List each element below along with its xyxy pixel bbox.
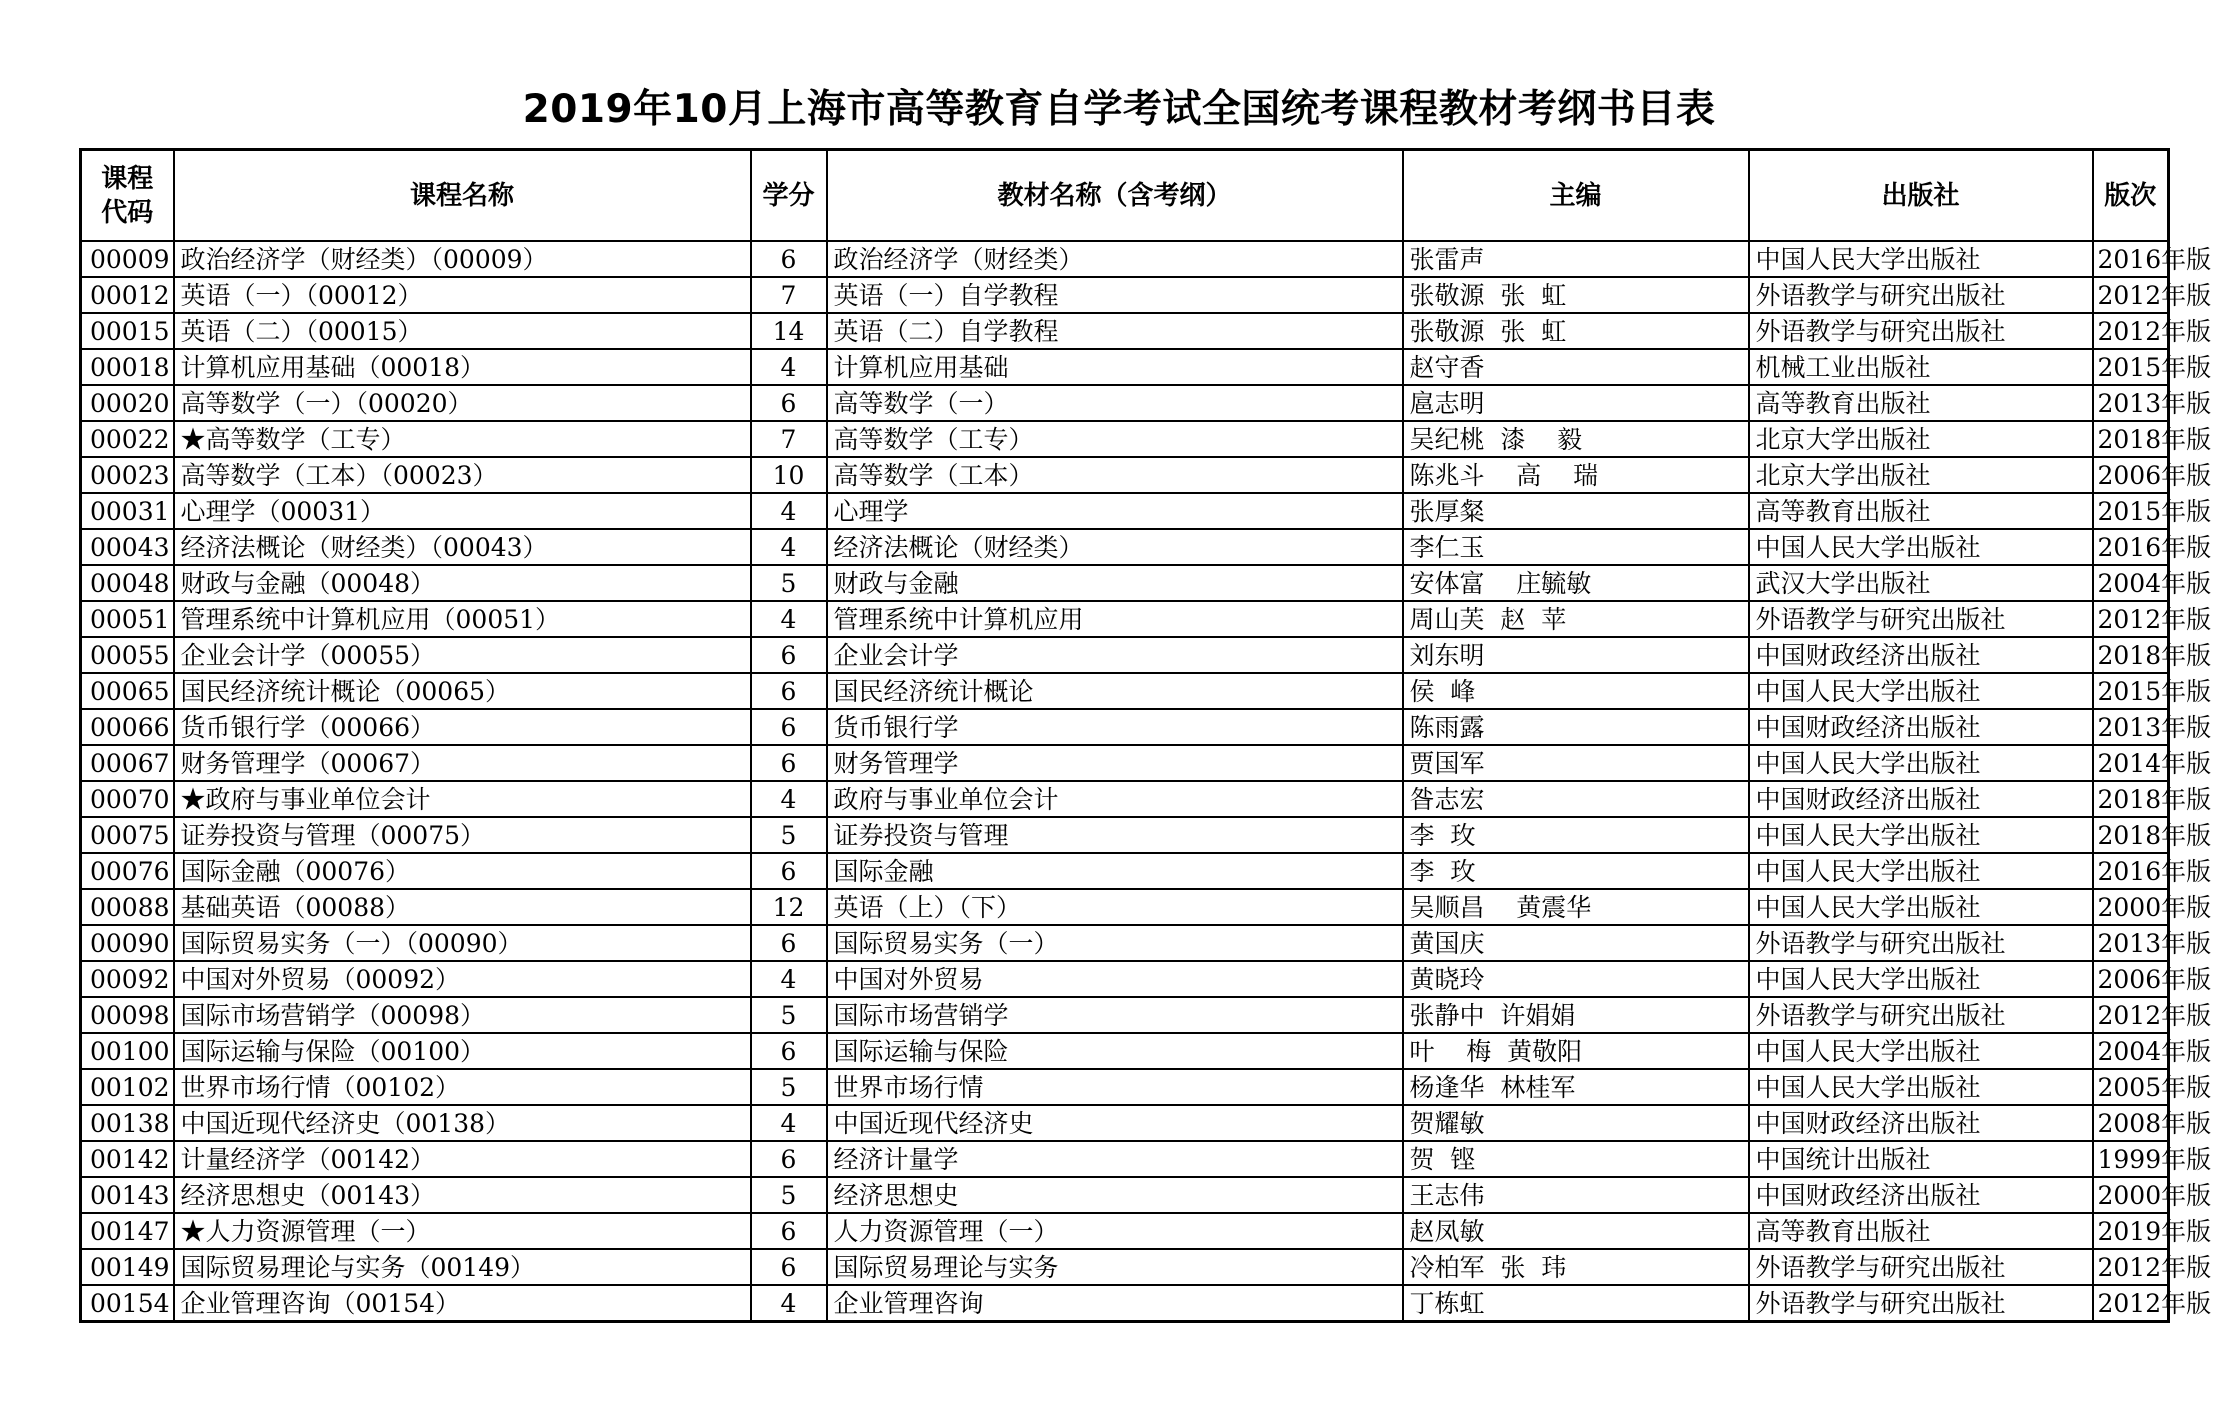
publisher-cell: 中国财政经济出版社 bbox=[1749, 1177, 2093, 1213]
course-code-cell: 00020 bbox=[81, 385, 174, 421]
credit-cell: 6 bbox=[751, 925, 827, 961]
editor-cell: 冷柏军 张 玮 bbox=[1403, 1249, 1749, 1285]
edition-cell: 2016年版 bbox=[2093, 529, 2169, 565]
table-row bbox=[81, 1249, 2169, 1285]
publisher-cell: 中国财政经济出版社 bbox=[1749, 781, 2093, 817]
editor-cell: 周山芙 赵 苹 bbox=[1403, 601, 1749, 637]
credit-cell: 4 bbox=[751, 1105, 827, 1141]
editor-cell: 贺耀敏 bbox=[1403, 1105, 1749, 1141]
textbook-name-cell: 政治经济学（财经类） bbox=[827, 241, 1403, 277]
edition-cell: 2015年版 bbox=[2093, 349, 2169, 385]
course-name-cell: 世界市场行情（00102） bbox=[174, 1069, 751, 1105]
course-name-cell: 高等数学（一）（00020） bbox=[174, 385, 751, 421]
course-name-cell: 中国近现代经济史（00138） bbox=[174, 1105, 751, 1141]
edition-cell: 2015年版 bbox=[2093, 493, 2169, 529]
course-code-cell: 00023 bbox=[81, 457, 174, 493]
editor-cell: 扈志明 bbox=[1403, 385, 1749, 421]
header-publisher: 出版社 bbox=[1749, 150, 2093, 242]
editor-cell: 赵守香 bbox=[1403, 349, 1749, 385]
credit-cell: 4 bbox=[751, 529, 827, 565]
course-code-cell: 00022 bbox=[81, 421, 174, 457]
table-row bbox=[81, 997, 2169, 1033]
edition-cell: 2019年版 bbox=[2093, 1213, 2169, 1249]
course-code-cell: 00154 bbox=[81, 1285, 174, 1322]
table-row bbox=[81, 709, 2169, 745]
editor-cell: 李 玫 bbox=[1403, 817, 1749, 853]
edition-cell: 2006年版 bbox=[2093, 961, 2169, 997]
textbook-name-cell: 高等数学（工本） bbox=[827, 457, 1403, 493]
editor-cell: 张雷声 bbox=[1403, 241, 1749, 277]
credit-cell: 6 bbox=[751, 1141, 827, 1177]
editor-cell: 侯 峰 bbox=[1403, 673, 1749, 709]
publisher-cell: 中国人民大学出版社 bbox=[1749, 1033, 2093, 1069]
course-name-cell: 证券投资与管理（00075） bbox=[174, 817, 751, 853]
edition-cell: 2000年版 bbox=[2093, 1177, 2169, 1213]
table-row bbox=[81, 529, 2169, 565]
edition-cell: 2016年版 bbox=[2093, 853, 2169, 889]
edition-cell: 2012年版 bbox=[2093, 997, 2169, 1033]
course-name-cell: 中国对外贸易（00092） bbox=[174, 961, 751, 997]
edition-cell: 2012年版 bbox=[2093, 277, 2169, 313]
table-row bbox=[81, 1069, 2169, 1105]
edition-cell: 2013年版 bbox=[2093, 385, 2169, 421]
course-name-cell: 国民经济统计概论（00065） bbox=[174, 673, 751, 709]
credit-cell: 4 bbox=[751, 493, 827, 529]
editor-cell: 李 玫 bbox=[1403, 853, 1749, 889]
publisher-cell: 外语教学与研究出版社 bbox=[1749, 997, 2093, 1033]
publisher-cell: 外语教学与研究出版社 bbox=[1749, 313, 2093, 349]
textbook-name-cell: 国民经济统计概论 bbox=[827, 673, 1403, 709]
course-name-cell: 计量经济学（00142） bbox=[174, 1141, 751, 1177]
credit-cell: 6 bbox=[751, 241, 827, 277]
edition-cell: 2015年版 bbox=[2093, 673, 2169, 709]
course-code-cell: 00055 bbox=[81, 637, 174, 673]
course-code-cell: 00147 bbox=[81, 1213, 174, 1249]
course-name-cell: ★人力资源管理（一） bbox=[174, 1213, 751, 1249]
editor-cell: 赵凤敏 bbox=[1403, 1213, 1749, 1249]
credit-cell: 7 bbox=[751, 277, 827, 313]
course-code-cell: 00031 bbox=[81, 493, 174, 529]
publisher-cell: 中国人民大学出版社 bbox=[1749, 961, 2093, 997]
table-row bbox=[81, 673, 2169, 709]
course-code-cell: 00090 bbox=[81, 925, 174, 961]
edition-cell: 2013年版 bbox=[2093, 709, 2169, 745]
course-code-cell: 00100 bbox=[81, 1033, 174, 1069]
publisher-cell: 中国人民大学出版社 bbox=[1749, 889, 2093, 925]
course-name-cell: 心理学（00031） bbox=[174, 493, 751, 529]
publisher-cell: 中国人民大学出版社 bbox=[1749, 529, 2093, 565]
publisher-cell: 中国财政经济出版社 bbox=[1749, 1105, 2093, 1141]
editor-cell: 张厚粲 bbox=[1403, 493, 1749, 529]
course-name-cell: 计算机应用基础（00018） bbox=[174, 349, 751, 385]
table-row bbox=[81, 745, 2169, 781]
publisher-cell: 北京大学出版社 bbox=[1749, 421, 2093, 457]
publisher-cell: 外语教学与研究出版社 bbox=[1749, 601, 2093, 637]
course-code-cell: 00048 bbox=[81, 565, 174, 601]
textbook-name-cell: 国际贸易理论与实务 bbox=[827, 1249, 1403, 1285]
document-title: 2019年10月上海市高等教育自学考试全国统考课程教材考纲书目表 bbox=[522, 87, 1716, 132]
header-textbook: 教材名称（含考纲） bbox=[827, 150, 1403, 242]
header-editor: 主编 bbox=[1403, 150, 1749, 242]
textbook-name-cell: 政府与事业单位会计 bbox=[827, 781, 1403, 817]
table-row bbox=[81, 565, 2169, 601]
course-code-cell: 00143 bbox=[81, 1177, 174, 1213]
course-code-cell: 00012 bbox=[81, 277, 174, 313]
table-row bbox=[81, 889, 2169, 925]
header-course-code: 课程代码 bbox=[81, 150, 174, 242]
publisher-cell: 外语教学与研究出版社 bbox=[1749, 1285, 2093, 1322]
table-row bbox=[81, 457, 2169, 493]
course-code-cell: 00051 bbox=[81, 601, 174, 637]
publisher-cell: 高等教育出版社 bbox=[1749, 385, 2093, 421]
edition-cell: 2018年版 bbox=[2093, 421, 2169, 457]
textbook-name-cell: 人力资源管理（一） bbox=[827, 1213, 1403, 1249]
credit-cell: 6 bbox=[751, 1213, 827, 1249]
editor-cell: 丁栋虹 bbox=[1403, 1285, 1749, 1322]
textbook-name-cell: 国际贸易实务（一） bbox=[827, 925, 1403, 961]
edition-cell: 2016年版 bbox=[2093, 241, 2169, 277]
table-row bbox=[81, 1285, 2169, 1322]
editor-cell: 叶 梅 黄敬阳 bbox=[1403, 1033, 1749, 1069]
credit-cell: 7 bbox=[751, 421, 827, 457]
textbook-name-cell: 世界市场行情 bbox=[827, 1069, 1403, 1105]
textbook-name-cell: 财务管理学 bbox=[827, 745, 1403, 781]
credit-cell: 10 bbox=[751, 457, 827, 493]
table-row bbox=[81, 277, 2169, 313]
credit-cell: 5 bbox=[751, 1177, 827, 1213]
course-code-cell: 00015 bbox=[81, 313, 174, 349]
course-name-cell: 经济思想史（00143） bbox=[174, 1177, 751, 1213]
table-row bbox=[81, 1141, 2169, 1177]
textbook-name-cell: 英语（二）自学教程 bbox=[827, 313, 1403, 349]
textbook-name-cell: 高等数学（工专） bbox=[827, 421, 1403, 457]
textbook-name-cell: 经济法概论（财经类） bbox=[827, 529, 1403, 565]
editor-cell: 刘东明 bbox=[1403, 637, 1749, 673]
publisher-cell: 北京大学出版社 bbox=[1749, 457, 2093, 493]
credit-cell: 6 bbox=[751, 853, 827, 889]
course-name-cell: 政治经济学（财经类）（00009） bbox=[174, 241, 751, 277]
table-row bbox=[81, 961, 2169, 997]
course-code-cell: 00149 bbox=[81, 1249, 174, 1285]
credit-cell: 5 bbox=[751, 997, 827, 1033]
course-code-cell: 00066 bbox=[81, 709, 174, 745]
publisher-cell: 中国财政经济出版社 bbox=[1749, 709, 2093, 745]
table-row bbox=[81, 493, 2169, 529]
credit-cell: 14 bbox=[751, 313, 827, 349]
publisher-cell: 机械工业出版社 bbox=[1749, 349, 2093, 385]
textbook-name-cell: 国际市场营销学 bbox=[827, 997, 1403, 1033]
textbook-name-cell: 心理学 bbox=[827, 493, 1403, 529]
credit-cell: 6 bbox=[751, 1249, 827, 1285]
publisher-cell: 中国人民大学出版社 bbox=[1749, 673, 2093, 709]
table-row bbox=[81, 817, 2169, 853]
credit-cell: 5 bbox=[751, 817, 827, 853]
editor-cell: 昝志宏 bbox=[1403, 781, 1749, 817]
publisher-cell: 高等教育出版社 bbox=[1749, 493, 2093, 529]
publisher-cell: 中国人民大学出版社 bbox=[1749, 241, 2093, 277]
edition-cell: 2006年版 bbox=[2093, 457, 2169, 493]
textbook-name-cell: 经济计量学 bbox=[827, 1141, 1403, 1177]
table-row bbox=[81, 1105, 2169, 1141]
editor-cell: 李仁玉 bbox=[1403, 529, 1749, 565]
course-code-cell: 00102 bbox=[81, 1069, 174, 1105]
course-name-cell: 财政与金融（00048） bbox=[174, 565, 751, 601]
course-code-cell: 00070 bbox=[81, 781, 174, 817]
course-name-cell: 国际市场营销学（00098） bbox=[174, 997, 751, 1033]
textbook-name-cell: 货币银行学 bbox=[827, 709, 1403, 745]
publisher-cell: 外语教学与研究出版社 bbox=[1749, 277, 2093, 313]
credit-cell: 4 bbox=[751, 781, 827, 817]
header-credit: 学分 bbox=[751, 150, 827, 242]
table-row bbox=[81, 421, 2169, 457]
editor-cell: 黄晓玲 bbox=[1403, 961, 1749, 997]
edition-cell: 2012年版 bbox=[2093, 1249, 2169, 1285]
course-code-cell: 00067 bbox=[81, 745, 174, 781]
editor-cell: 黄国庆 bbox=[1403, 925, 1749, 961]
editor-cell: 吴纪桃 漆 毅 bbox=[1403, 421, 1749, 457]
table-header-row bbox=[81, 150, 2169, 242]
edition-cell: 2018年版 bbox=[2093, 817, 2169, 853]
publisher-cell: 中国统计出版社 bbox=[1749, 1141, 2093, 1177]
header-edition: 版次 bbox=[2093, 150, 2169, 242]
book-list-table bbox=[79, 148, 2212, 1323]
credit-cell: 4 bbox=[751, 961, 827, 997]
course-code-cell: 00088 bbox=[81, 889, 174, 925]
textbook-name-cell: 中国近现代经济史 bbox=[827, 1105, 1403, 1141]
course-code-cell: 00138 bbox=[81, 1105, 174, 1141]
course-code-cell: 00142 bbox=[81, 1141, 174, 1177]
course-code-cell: 00043 bbox=[81, 529, 174, 565]
credit-cell: 4 bbox=[751, 1285, 827, 1322]
edition-cell: 2013年版 bbox=[2093, 925, 2169, 961]
course-name-cell: 国际金融（00076） bbox=[174, 853, 751, 889]
course-name-cell: 企业管理咨询（00154） bbox=[174, 1285, 751, 1322]
textbook-name-cell: 计算机应用基础 bbox=[827, 349, 1403, 385]
credit-cell: 4 bbox=[751, 349, 827, 385]
publisher-cell: 中国财政经济出版社 bbox=[1749, 637, 2093, 673]
publisher-cell: 外语教学与研究出版社 bbox=[1749, 925, 2093, 961]
textbook-name-cell: 企业管理咨询 bbox=[827, 1285, 1403, 1322]
course-name-cell: 国际贸易实务（一）（00090） bbox=[174, 925, 751, 961]
textbook-name-cell: 高等数学（一） bbox=[827, 385, 1403, 421]
publisher-cell: 中国人民大学出版社 bbox=[1749, 745, 2093, 781]
textbook-name-cell: 企业会计学 bbox=[827, 637, 1403, 673]
publisher-cell: 中国人民大学出版社 bbox=[1749, 817, 2093, 853]
course-name-cell: 国际贸易理论与实务（00149） bbox=[174, 1249, 751, 1285]
course-name-cell: 英语（二）（00015） bbox=[174, 313, 751, 349]
textbook-name-cell: 英语（上）（下） bbox=[827, 889, 1403, 925]
course-name-cell: ★政府与事业单位会计 bbox=[174, 781, 751, 817]
course-name-cell: 英语（一）（00012） bbox=[174, 277, 751, 313]
publisher-cell: 中国人民大学出版社 bbox=[1749, 853, 2093, 889]
table-row bbox=[81, 601, 2169, 637]
credit-cell: 5 bbox=[751, 1069, 827, 1105]
publisher-cell: 中国人民大学出版社 bbox=[1749, 1069, 2093, 1105]
table-row bbox=[81, 241, 2169, 277]
publisher-cell: 外语教学与研究出版社 bbox=[1749, 1249, 2093, 1285]
credit-cell: 12 bbox=[751, 889, 827, 925]
course-code-cell: 00098 bbox=[81, 997, 174, 1033]
publisher-cell: 高等教育出版社 bbox=[1749, 1213, 2093, 1249]
table-row bbox=[81, 1213, 2169, 1249]
course-name-cell: 货币银行学（00066） bbox=[174, 709, 751, 745]
course-code-cell: 00018 bbox=[81, 349, 174, 385]
table-row bbox=[81, 385, 2169, 421]
textbook-name-cell: 英语（一）自学教程 bbox=[827, 277, 1403, 313]
textbook-name-cell: 管理系统中计算机应用 bbox=[827, 601, 1403, 637]
editor-cell: 贺 铿 bbox=[1403, 1141, 1749, 1177]
credit-cell: 4 bbox=[751, 601, 827, 637]
editor-cell: 陈兆斗 高 瑞 bbox=[1403, 457, 1749, 493]
edition-cell: 2004年版 bbox=[2093, 1033, 2169, 1069]
credit-cell: 6 bbox=[751, 673, 827, 709]
course-name-cell: 高等数学（工本）（00023） bbox=[174, 457, 751, 493]
edition-cell: 2004年版 bbox=[2093, 565, 2169, 601]
course-name-cell: 企业会计学（00055） bbox=[174, 637, 751, 673]
edition-cell: 1999年版 bbox=[2093, 1141, 2169, 1177]
table-row bbox=[81, 637, 2169, 673]
textbook-name-cell: 财政与金融 bbox=[827, 565, 1403, 601]
table-row bbox=[81, 853, 2169, 889]
table-row bbox=[81, 313, 2169, 349]
course-code-cell: 00076 bbox=[81, 853, 174, 889]
editor-cell: 吴顺昌 黄震华 bbox=[1403, 889, 1749, 925]
credit-cell: 6 bbox=[751, 709, 827, 745]
course-name-cell: ★高等数学（工专） bbox=[174, 421, 751, 457]
table-row bbox=[81, 925, 2169, 961]
edition-cell: 2012年版 bbox=[2093, 1285, 2169, 1322]
edition-cell: 2018年版 bbox=[2093, 781, 2169, 817]
edition-cell: 2008年版 bbox=[2093, 1105, 2169, 1141]
editor-cell: 张静中 许娟娟 bbox=[1403, 997, 1749, 1033]
textbook-name-cell: 国际运输与保险 bbox=[827, 1033, 1403, 1069]
textbook-name-cell: 国际金融 bbox=[827, 853, 1403, 889]
credit-cell: 6 bbox=[751, 1033, 827, 1069]
editor-cell: 王志伟 bbox=[1403, 1177, 1749, 1213]
publisher-cell: 武汉大学出版社 bbox=[1749, 565, 2093, 601]
table-row bbox=[81, 349, 2169, 385]
table-row bbox=[81, 1177, 2169, 1213]
textbook-name-cell: 中国对外贸易 bbox=[827, 961, 1403, 997]
course-name-cell: 管理系统中计算机应用（00051） bbox=[174, 601, 751, 637]
course-name-cell: 财务管理学（00067） bbox=[174, 745, 751, 781]
editor-cell: 安体富 庄毓敏 bbox=[1403, 565, 1749, 601]
course-code-cell: 00075 bbox=[81, 817, 174, 853]
table-body bbox=[81, 241, 2212, 1322]
credit-cell: 6 bbox=[751, 385, 827, 421]
course-name-cell: 国际运输与保险（00100） bbox=[174, 1033, 751, 1069]
edition-cell: 2005年版 bbox=[2093, 1069, 2169, 1105]
textbook-name-cell: 证券投资与管理 bbox=[827, 817, 1403, 853]
course-code-cell: 00092 bbox=[81, 961, 174, 997]
editor-cell: 陈雨露 bbox=[1403, 709, 1749, 745]
editor-cell: 张敬源 张 虹 bbox=[1403, 313, 1749, 349]
edition-cell: 2012年版 bbox=[2093, 601, 2169, 637]
editor-cell: 张敬源 张 虹 bbox=[1403, 277, 1749, 313]
editor-cell: 杨逢华 林桂军 bbox=[1403, 1069, 1749, 1105]
course-code-cell: 00009 bbox=[81, 241, 174, 277]
credit-cell: 6 bbox=[751, 637, 827, 673]
credit-cell: 5 bbox=[751, 565, 827, 601]
table-row bbox=[81, 781, 2169, 817]
course-name-cell: 经济法概论（财经类）（00043） bbox=[174, 529, 751, 565]
edition-cell: 2018年版 bbox=[2093, 637, 2169, 673]
edition-cell: 2000年版 bbox=[2093, 889, 2169, 925]
course-name-cell: 基础英语（00088） bbox=[174, 889, 751, 925]
credit-cell: 6 bbox=[751, 745, 827, 781]
table-row bbox=[81, 1033, 2169, 1069]
editor-cell: 贾国军 bbox=[1403, 745, 1749, 781]
textbook-name-cell: 经济思想史 bbox=[827, 1177, 1403, 1213]
edition-cell: 2012年版 bbox=[2093, 313, 2169, 349]
header-course-name: 课程名称 bbox=[174, 150, 751, 242]
edition-cell: 2014年版 bbox=[2093, 745, 2169, 781]
course-code-cell: 00065 bbox=[81, 673, 174, 709]
